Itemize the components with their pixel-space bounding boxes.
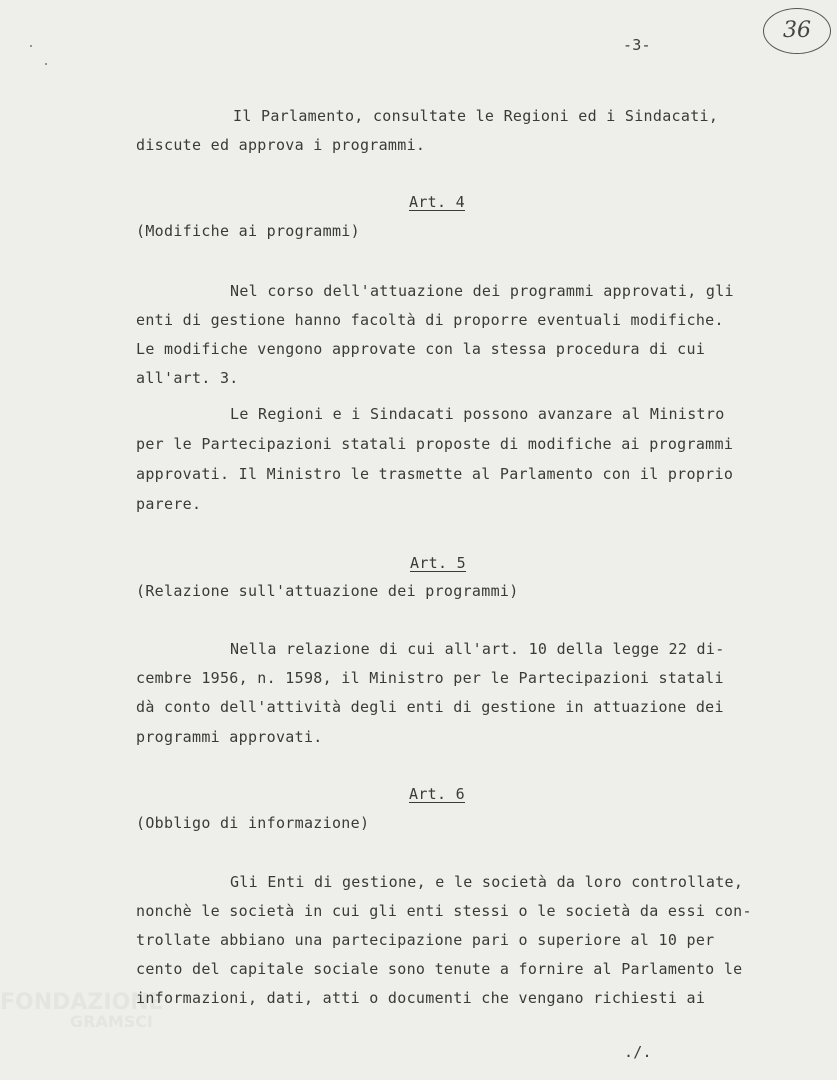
- watermark-line1: FONDAZIONE: [0, 990, 164, 1015]
- p2-line-1: Nel corso dell'attuazione dei programmi approvati, gli: [230, 282, 734, 300]
- p1-line-1: Il Parlamento, consultate le Regioni ed i Sindacati,: [233, 107, 719, 125]
- p4-line-2: cembre 1956, n. 1598, il Ministro per le Partecipazioni statali: [136, 669, 724, 687]
- p5-line-1: Gli Enti di gestione, e le società da loro controllate,: [230, 873, 744, 891]
- p2-line-3: Le modifiche vengono approvate con la stessa procedura di cui: [136, 340, 706, 358]
- p3-line-1: Le Regioni e i Sindacati possono avanzare al Ministro: [230, 405, 725, 423]
- p3-line-2: per le Partecipazioni statali proposte di modifiche ai programmi: [136, 435, 734, 453]
- margin-speck: [45, 63, 47, 65]
- p1-line-2: discute ed approva i programmi.: [136, 136, 426, 154]
- p5-line-4: cento del capitale sociale sono tenute a fornire al Parlamento le: [136, 960, 743, 978]
- p5-line-5: informazioni, dati, atti o documenti che vengano richiesti ai: [136, 989, 706, 1007]
- p4-line-1: Nella relazione di cui all'art. 10 della legge 22 di-: [230, 640, 725, 658]
- art4-subtitle: (Modifiche ai programmi): [136, 222, 360, 240]
- page-number: -3-: [623, 36, 651, 54]
- margin-speck: [30, 45, 32, 47]
- art6-subtitle: (Obbligo di informazione): [136, 814, 370, 832]
- p2-line-2: enti di gestione hanno facoltà di proporre eventuali modifiche.: [136, 311, 724, 329]
- watermark-line2: GRAMSCI: [70, 1012, 153, 1031]
- p3-line-4: parere.: [136, 495, 202, 513]
- p5-line-2: nonchè le società in cui gli enti stessi o le società da essi con-: [136, 902, 752, 920]
- p4-line-4: programmi approvati.: [136, 728, 323, 746]
- p5-line-3: trollate abbiano una partecipazione pari o superiore al 10 per: [136, 931, 715, 949]
- archive-number: 36: [763, 8, 831, 54]
- p2-line-4: all'art. 3.: [136, 369, 239, 387]
- art4-heading: Art. 4: [409, 193, 465, 211]
- p4-line-3: dà conto dell'attività degli enti di gestione in attuazione dei: [136, 698, 724, 716]
- art5-heading: Art. 5: [410, 554, 466, 572]
- art5-subtitle: (Relazione sull'attuazione dei programmi): [136, 582, 519, 600]
- art6-heading: Art. 6: [409, 785, 465, 803]
- p3-line-3: approvati. Il Ministro le trasmette al Parlamento con il proprio: [136, 465, 734, 483]
- continuation-mark: ./.: [624, 1043, 652, 1061]
